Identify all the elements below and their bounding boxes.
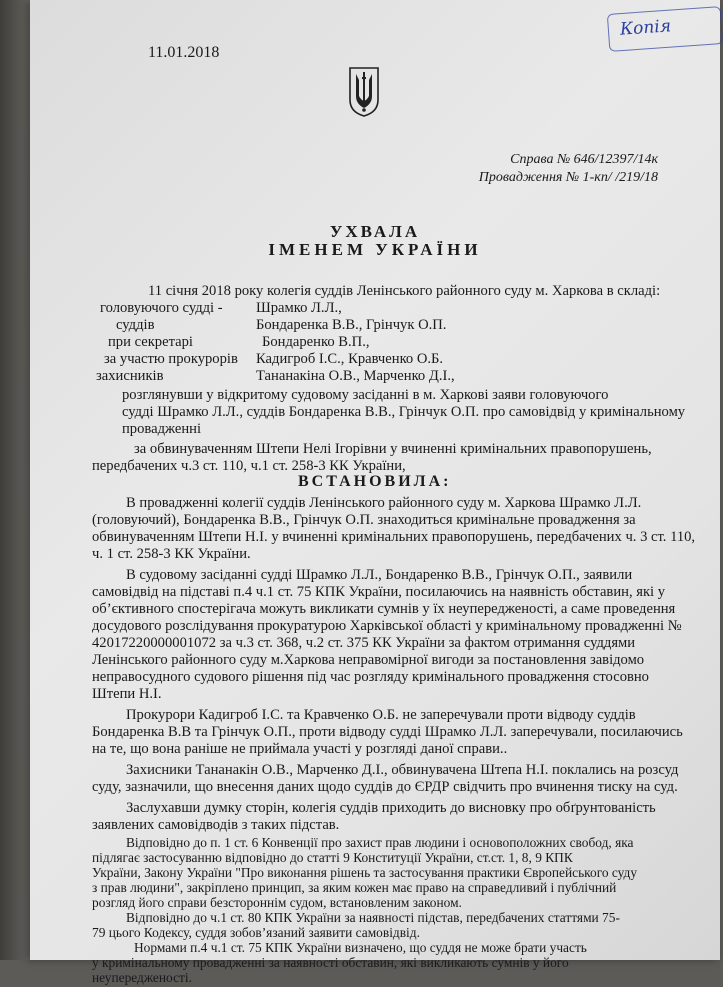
body-line: Заслухавши думку сторін, колегія суддів приходить до висновку про обґрунтованість [126, 800, 656, 816]
desk-background [0, 0, 34, 960]
body-line: Прокурори Кадигроб І.С. та Кравченко О.Б. не заперечували проти відводу суддів [126, 707, 636, 723]
body-line: розгляд його справи безстороннім судом, встановленим законом. [92, 895, 462, 910]
body-line: провадженні [122, 421, 202, 437]
body-line: заявлених самовідводів з таких підстав. [92, 817, 340, 833]
body-line: неправосудного судового рішення під час розгляду кримінального провадження стосовно [92, 669, 649, 685]
panel-value: Тананакіна О.В., Марченко Д.І., [256, 368, 455, 384]
copy-stamp: Копія [619, 16, 672, 40]
body-line: самовідвід на підставі п.4 ч.1 ст. 75 КПК України, посилаючись на наявність обставин, які у [92, 584, 666, 600]
body-line: Ленінського районного суду м.Харкова неправомірної вигоди за постановлення завідомо [92, 652, 645, 668]
body-line: на те, що вона раніше не приймала участі у розгляді даної справи.. [92, 741, 508, 757]
body-line: за обвинуваченням Штепи Нелі Ігорівни у вчиненні кримінальних правопорушень, [134, 441, 652, 457]
body-line: 79 цього Кодексу, суддя зобов’язаний заявити самовідвід. [92, 925, 420, 940]
section-heading: ВСТАНОВИЛА: [298, 473, 452, 490]
panel-value: Бондаренка В.В., Грінчук О.П. [256, 317, 447, 333]
panel-label: при секретарі [108, 334, 193, 350]
body-line: неупередженості. [92, 970, 192, 985]
body-line: Захисники Тананакін О.В., Марченко Д.І., обвинувачена Штепа Н.І. поклались на розсуд [126, 762, 679, 778]
body-line: досудового розслідування прокуратурою Харківської області у кримінальному провадженні № [92, 618, 682, 634]
panel-label: суддів [116, 317, 155, 333]
body-line: об’єктивного спостерігача можуть викликати сумнів у їх неупередженості, а саме проведення [92, 601, 676, 617]
document-date: 11.01.2018 [148, 44, 220, 61]
panel-label: головуючого судді - [100, 300, 223, 316]
ruling-subtitle: ІМЕНЕМ УКРАЇНИ [268, 240, 482, 259]
body-line: суду, зазначили, що внесення даних щодо суддів до ЄРДР свідчить про вчинення тиску на суд. [92, 779, 678, 795]
document-page [30, 0, 720, 985]
body-line: судді Шрамко Л.Л., суддів Бондаренка В.В., Грінчук О.П. про самовідвід у кримінальному [122, 404, 686, 420]
panel-value: Бондаренко В.П., [262, 334, 370, 350]
body-line: Бондаренка В.В та Грінчук О.П., проти відводу судді Шрамко Л.Л. заперечували, посилаючись [92, 724, 683, 740]
panel-label: захисників [96, 368, 164, 384]
body-line: Штепи Н.І. [92, 686, 162, 702]
body-line: обвинуваченням Штепи Н.І. у вчиненні кримінальних правопорушень, передбачених ч. 3 ст. 110, [92, 529, 696, 545]
body-line: передбачених ч.3 ст. 110, ч.1 ст. 258-3 КК України, [92, 458, 406, 474]
trident-icon [347, 66, 381, 118]
body-line: В провадженні колегії суддів Ленінського районного суду м. Харкова Шрамко Л.Л. [126, 495, 642, 511]
body-line: з прав людини", закріплено принцип, за яким кожен має право на справедливий і публічний [92, 880, 617, 895]
ruling-title: УХВАЛА [329, 222, 421, 241]
body-line: України, Закону України "Про виконання рішень та застосування практики Європейського суду [92, 865, 638, 880]
body-line: (головуючий), Бондаренка В.В., Грінчук О.П. знаходиться кримінальне провадження за [92, 512, 636, 528]
case-number: Справа № 646/12397/14к [510, 152, 658, 167]
body-line: Відповідно до ч.1 ст. 80 КПК України за наявності підстав, передбачених статтями 75- [126, 910, 620, 925]
panel-value: Шрамко Л.Л., [256, 300, 342, 316]
body-line: 42017220000001072 за ч.3 ст. 368, ч.2 ст. 375 КК України за фактом отримання суддями [92, 635, 636, 651]
body-line: ч. 1 ст. 258-3 КК України. [92, 546, 251, 562]
proceeding-number: Провадження № 1-кп/ /219/18 [478, 170, 658, 185]
body-line: розглянувши у відкритому судовому засіданні в м. Харкові заяви головуючого [122, 387, 609, 403]
panel-intro: 11 січня 2018 року колегія суддів Ленінського районного суду м. Харкова в складі: [148, 283, 661, 299]
body-line: у кримінальному провадженні за наявності обставин, які викликають сумнів у його [92, 955, 569, 970]
body-line: Нормами п.4 ч.1 ст. 75 КПК України визначено, що суддя не може брати участь [134, 940, 587, 955]
body-line: підлягає застосуванню відповідно до статті 9 Конституції України, ст.ст. 1, 8, 9 КПК [92, 850, 573, 865]
body-line: В судовому засіданні судді Шрамко Л.Л., Бондаренко В.В., Грінчук О.П., заявили [126, 567, 633, 583]
body-line: Відповідно до п. 1 ст. 6 Конвенції про захист прав людини і основоположних свобод, яка [126, 835, 634, 850]
panel-value: Кадигроб І.С., Кравченко О.Б. [256, 351, 444, 367]
panel-label: за участю прокурорів [104, 351, 238, 367]
